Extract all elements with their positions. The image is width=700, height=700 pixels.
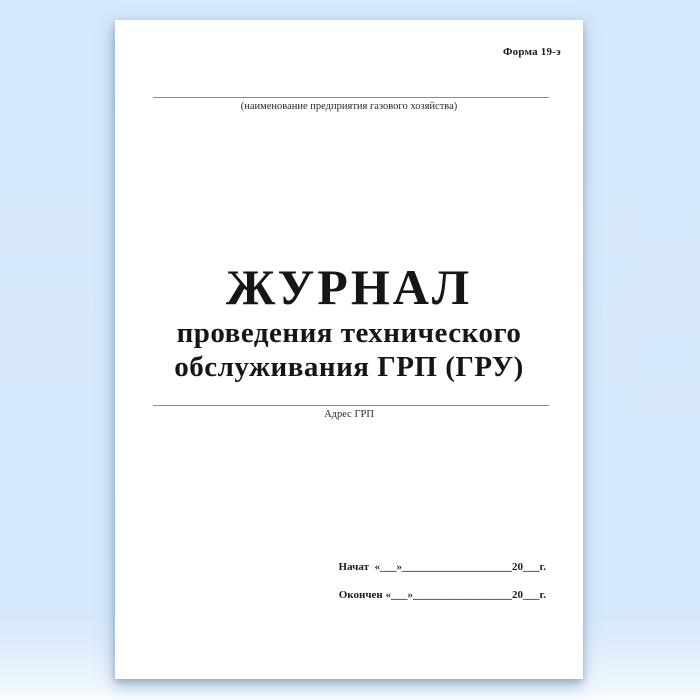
address-fill-line [153,405,549,406]
started-date-line: Начат «___»____________________20___г. [338,561,546,573]
address-caption: Адрес ГРП [324,409,374,420]
journal-cover-page [115,20,583,679]
journal-subtitle [115,316,583,384]
finished-date-line: Окончен «___»__________________20___г. [338,589,546,601]
company-name-caption: (наименование предприятия газового хозяйства) [240,101,458,112]
journal-title: ЖУРНАЛ [225,259,473,315]
subtitle-line-1: проведения технического [176,317,522,349]
journal-dates-block [339,553,546,609]
company-name-fill-line [153,97,549,98]
subtitle-line-2: обслуживания ГРП (ГРУ) [174,351,524,383]
form-number-label: Форма 19-э [503,46,561,58]
